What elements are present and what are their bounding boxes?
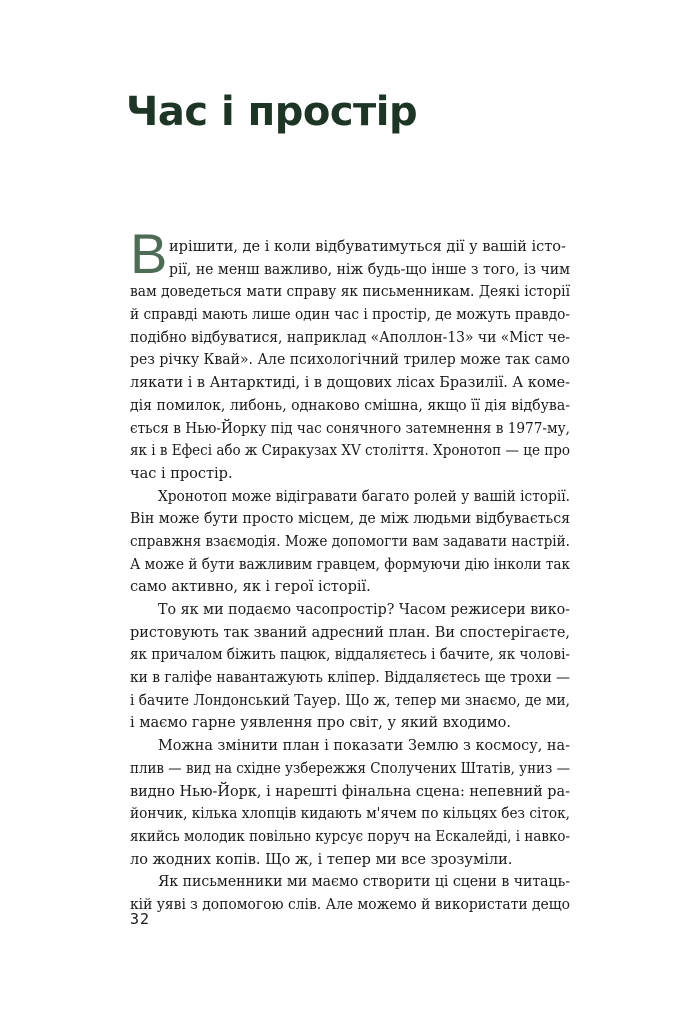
- text-line: ється в Нью-Йорку під час сонячного затемнення в 1977-му,: [130, 420, 570, 437]
- text-line: Як письменники ми маємо створити ці сцени в читаць-: [158, 874, 570, 891]
- text-line: йончик, кілька хлопців кидають м'ячем по кільцях без сіток,: [130, 806, 570, 823]
- text-line: дія помилок, либонь, однаково смішна, якщо її дія відбува-: [130, 397, 570, 414]
- text-line: видно Нью-Йорк, і нарешті фінальна сцена: непевний ра-: [130, 783, 570, 800]
- text-line: час і простір.: [130, 465, 233, 482]
- text-line: вам доведеться мати справу як письменникам. Деякі історії: [130, 284, 570, 301]
- text-line: і бачите Лондонський Тауер. Що ж, тепер ми знаємо, де ми,: [130, 692, 570, 709]
- page-number: 32: [130, 910, 151, 928]
- paragraph: [130, 486, 570, 599]
- text-line: справжня взаємодія. Може допомогти вам задавати настрій.: [130, 533, 570, 550]
- drop-cap: В: [130, 222, 168, 285]
- chapter-title: Час і простір: [126, 89, 418, 135]
- text-line: як і в Ефесі або ж Сиракузах XV століття. Хронотоп — це про: [130, 443, 570, 460]
- paragraph: [130, 871, 570, 916]
- text-line: плив — вид на східне узбережжя Сполучених Штатів, униз —: [130, 760, 570, 777]
- text-line: лякати і в Антарктиді, і в дощових лісах Бразилії. А коме-: [130, 375, 570, 392]
- text-line: Він може бути просто місцем, де між людьми відбувається: [130, 511, 570, 528]
- text-line: якийсь молодик повільно курсує поруч на Ескалейді, і навко-: [130, 828, 570, 845]
- text-line: рії, не менш важливо, ніж будь-що інше з того, із чим: [169, 261, 570, 278]
- paragraph: [130, 222, 570, 486]
- text-line: й справді мають лише один час і простір, де можуть правдо-: [130, 307, 570, 324]
- text-line: і маємо гарне уявлення про світ, у який входимо.: [130, 715, 512, 732]
- text-line: само активно, як і герої історії.: [130, 579, 371, 596]
- text-line: ристовують так званий адресний план. Ви спостерігаєте,: [130, 624, 570, 641]
- text-line: ки в галіфе навантажують кліпер. Віддаляєтесь ще трохи —: [130, 670, 570, 687]
- text-line: ирішити, де і коли відбуватимуться дії у вашій істо-: [169, 239, 566, 255]
- text-line: як причалом біжить пацюк, віддаляєтесь і бачите, як чолові-: [130, 647, 570, 664]
- text-line: Можна змінити план і показати Землю з космосу, на-: [158, 738, 570, 755]
- text-line: ло жодних копів. Що ж, і тепер ми все зрозуміли.: [130, 851, 513, 868]
- text-line: А може й бути важливим гравцем, формуючи дію інколи так: [130, 556, 570, 573]
- body-text: [130, 222, 570, 917]
- text-line: То як ми подаємо часопростір? Часом режисери вико-: [158, 602, 570, 618]
- text-line: подібно відбуватися, наприклад «Аполлон-13» чи «Міст че-: [130, 329, 570, 346]
- text-line: Хронотоп може відігравати багато ролей у вашій історії.: [158, 488, 570, 505]
- text-line: кій уяві з допомогою слів. Але можемо й використати дещо: [130, 896, 570, 913]
- paragraph: [130, 735, 570, 871]
- text-line: рез річку Квай». Але психологічний трилер може так само: [130, 352, 570, 369]
- paragraph: [130, 599, 570, 735]
